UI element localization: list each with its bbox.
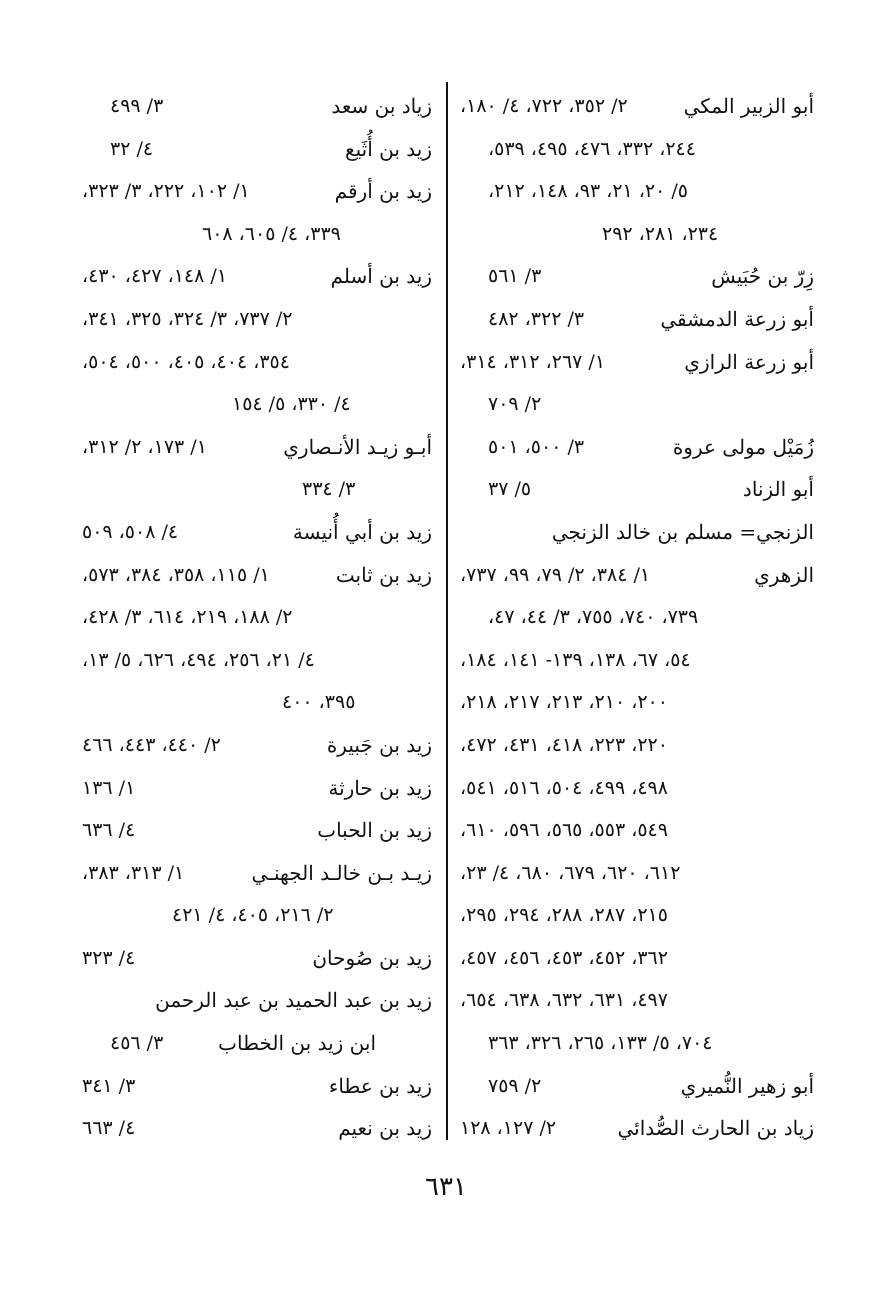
entry-refs: ٤/ ٣٢ <box>110 137 154 160</box>
index-entry-continuation <box>82 341 432 384</box>
entry-name: زِرّ بن حُبَيش <box>711 264 814 289</box>
entry-refs: ٢/ ٧٠٩ <box>488 393 542 416</box>
entry-refs: ٣/ ٥٦١ <box>488 265 542 288</box>
entry-refs: ١/ ٣١٣، ٣٨٣، <box>82 861 185 884</box>
entry-refs: ٣٩٥، ٤٠٠ <box>282 691 356 714</box>
entry-refs: ٢/ ٧٣٧، ٣/ ٣٢٤، ٣٢٥، ٣٤١، <box>82 307 293 330</box>
index-entry <box>460 1107 814 1150</box>
entry-name: زيد بن ثابت <box>335 562 432 587</box>
entry-refs: ٢/ ١٨٨، ٢١٩، ٦١٤، ٣/ ٤٢٨، <box>82 606 293 629</box>
entry-refs: ٣٥٤، ٤٠٤، ٤٠٥، ٥٠٠، ٥٠٤، <box>82 350 290 373</box>
entry-name: زيد بن نعيم <box>338 1116 432 1141</box>
entry-refs: ٢١٥، ٢٨٧، ٢٨٨، ٢٩٤، ٢٩٥، <box>460 904 668 927</box>
entry-refs: ٢٢٠، ٢٢٣، ٤١٨، ٤٣١، ٤٧٢، <box>460 733 668 756</box>
entry-refs: ٤٩٧، ٦٣١، ٦٣٢، ٦٣٨، ٦٥٤، <box>460 989 668 1012</box>
index-entry <box>460 468 814 511</box>
entry-refs: ٤٩٨، ٤٩٩، ٥٠٤، ٥١٦، ٥٤١، <box>460 776 668 799</box>
index-column-right <box>460 85 814 1150</box>
entry-name: زيد بن صُوحان <box>312 945 432 970</box>
entry-refs: ٥/ ٣٧ <box>488 478 532 501</box>
column-divider <box>446 82 448 1140</box>
entry-refs: ١/ ١٠٢، ٢٢٢، ٣/ ٣٢٣، <box>82 180 250 203</box>
entry-name: أبو الزناد <box>742 477 814 502</box>
entry-name: زياد بن سعد <box>331 94 432 118</box>
entry-refs: ١/ ٣٨٤، ٢/ ٧٩، ٩٩، ٧٣٧، <box>460 563 651 586</box>
entry-refs: ٣/ ٣٣٤ <box>302 478 356 501</box>
entry-name: أبو الزبير المكي <box>683 94 814 118</box>
entry-refs: ١/ ٢٦٧، ٣١٢، ٣١٤، <box>460 350 606 373</box>
index-entry-continuation <box>82 468 432 511</box>
index-entry <box>82 170 432 213</box>
index-entry-continuation <box>460 852 814 895</box>
entry-refs: ٣٦٢، ٤٥٢، ٤٥٣، ٤٥٦، ٤٥٧، <box>460 946 668 969</box>
index-entry-continuation <box>460 809 814 852</box>
entry-refs: ١/ ١١٥، ٣٥٨، ٣٨٤، ٥٧٣، <box>82 563 270 586</box>
index-entry-continuation <box>82 681 432 724</box>
entry-refs: ٢٠٠، ٢١٠، ٢١٣، ٢١٧، ٢١٨، <box>460 691 668 714</box>
entry-refs: ٥/ ٢٠، ٢١، ٩٣، ١٤٨، ٢١٢، <box>488 180 689 203</box>
entry-name: زيد بن أسلم <box>330 264 432 289</box>
entry-refs: ٦١٢، ٦٢٠، ٦٧٩، ٦٨٠، ٤/ ٢٣، <box>460 861 681 884</box>
index-entry-continuation <box>460 128 814 171</box>
index-entry <box>460 554 814 597</box>
index-entry-heading <box>82 979 432 1022</box>
index-entry <box>82 724 432 767</box>
index-entry <box>82 1022 432 1065</box>
entry-refs: ٢/ ١٢٧، ١٢٨ <box>460 1117 557 1140</box>
index-entry-continuation <box>82 596 432 639</box>
entry-name: زيد بن عطاء <box>328 1073 432 1098</box>
entry-refs: ٣/ ٤٥٦ <box>110 1032 164 1055</box>
entry-refs: ٢/ ٧٥٩ <box>488 1074 542 1097</box>
index-entry <box>460 85 814 128</box>
page-number: ٦٣١ <box>425 1172 467 1202</box>
index-column-left <box>82 85 432 1150</box>
index-entry <box>82 255 432 298</box>
entry-refs: ٥٤٩، ٥٥٣، ٥٦٥، ٥٩٦، ٦١٠، <box>460 819 668 842</box>
entry-name: أبـو زيـد الأنـصاري <box>283 434 432 459</box>
index-entry <box>460 255 814 298</box>
entry-name: الزهري <box>754 562 814 587</box>
entry-name: زيد بن عبد الحميد بن عبد الرحمن <box>155 988 432 1013</box>
index-entry <box>460 1065 814 1108</box>
entry-name: زُمَيْل مولى عروة <box>672 434 814 459</box>
entry-name: الزنجي= مسلم بن خالد الزنجي <box>551 519 814 544</box>
entry-refs: ٣/ ٣٢٢، ٤٨٢ <box>488 307 585 330</box>
index-entry <box>82 852 432 895</box>
entry-refs: ٣/ ٣٤١ <box>82 1074 136 1097</box>
index-entry-continuation <box>460 894 814 937</box>
index-entry <box>82 1065 432 1108</box>
index-entry-continuation <box>82 213 432 256</box>
index-entry <box>82 511 432 554</box>
entry-name: زيد بن جَبيرة <box>326 732 432 757</box>
entry-refs: ٤/ ٣٣٠، ٥/ ١٥٤ <box>232 393 351 416</box>
index-entry <box>82 937 432 980</box>
index-entry-continuation <box>82 383 432 426</box>
entry-refs: ٢/ ٢١٦، ٤٠٥، ٤/ ٤٢١ <box>172 904 334 927</box>
entry-refs: ٧٠٤، ٥/ ١٣٣، ٢٦٥، ٣٢٦، ٣٦٣ <box>488 1032 713 1055</box>
entry-refs: ٥٤، ٦٧، ١٣٨، ١٣٩- ١٤١، ١٨٤، <box>460 648 691 671</box>
index-entry-continuation <box>460 213 814 256</box>
index-entry <box>460 298 814 341</box>
index-entry-continuation <box>460 979 814 1022</box>
index-entry-continuation <box>460 937 814 980</box>
entry-name: أبو زرعة الدمشقي <box>660 306 814 331</box>
entry-name: أبو زهير النُّميري <box>680 1073 814 1098</box>
entry-refs: ٣٣٩، ٤/ ٦٠٥، ٦٠٨ <box>202 222 341 245</box>
entry-name: زيد بن حارثة <box>328 775 432 800</box>
index-entry <box>82 809 432 852</box>
index-entry-continuation <box>82 894 432 937</box>
entry-refs: ٢/ ٤٤٠، ٤٤٣، ٤٦٦ <box>82 733 221 756</box>
entry-refs: ١/ ١٧٣، ٢/ ٣١٢، <box>82 435 207 458</box>
index-entry-continuation <box>460 1022 814 1065</box>
index-entry <box>82 554 432 597</box>
index-entry <box>82 426 432 469</box>
index-entry <box>460 426 814 469</box>
entry-name: زيد بن أُثَيع <box>344 136 432 161</box>
entry-refs: ٣/ ٥٠٠، ٥٠١ <box>488 435 585 458</box>
index-entry-continuation <box>460 639 814 682</box>
entry-refs: ٢/ ٣٥٢، ٧٢٢، ٤/ ١٨٠، <box>460 95 628 117</box>
index-entry-continuation <box>460 681 814 724</box>
entry-name: زيد بن أرقم <box>334 179 432 204</box>
entry-name: ابن زيد بن الخطاب <box>218 1031 376 1056</box>
entry-refs: ١/ ١٣٦ <box>82 776 136 799</box>
entry-name: زيد بن الحباب <box>317 818 432 843</box>
index-entry <box>82 128 432 171</box>
index-entry-continuation <box>460 724 814 767</box>
index-entry-continuation <box>460 170 814 213</box>
index-entry-continuation <box>460 383 814 426</box>
entry-refs: ٤/ ٢١، ٢٥٦، ٤٩٤، ٦٢٦، ٥/ ١٣، <box>82 648 315 671</box>
entry-name: زيد بن أبي أُنيسة <box>292 519 432 544</box>
index-entry <box>82 767 432 810</box>
entry-refs: ٢٣٤، ٢٨١، ٢٩٢ <box>602 222 719 245</box>
index-entry-continuation <box>460 767 814 810</box>
entry-refs: ١/ ١٤٨، ٤٢٧، ٤٣٠، <box>82 265 228 288</box>
index-entry-cross-reference <box>460 511 814 554</box>
entry-name: زيـد بـن خالـد الجهنـي <box>251 860 432 885</box>
entry-name: أبو زرعة الرازي <box>684 349 814 374</box>
index-entry <box>82 85 432 128</box>
entry-name: زياد بن الحارث الصُّدائي <box>617 1116 814 1141</box>
entry-refs: ٧٣٩، ٧٤٠، ٧٥٥، ٣/ ٤٤، ٤٧، <box>488 606 699 629</box>
entry-refs: ٤/ ٦٦٣ <box>82 1117 136 1140</box>
index-entry <box>82 1107 432 1150</box>
index-entry-continuation <box>82 639 432 682</box>
index-entry-continuation <box>460 596 814 639</box>
entry-refs: ٤/ ٦٣٦ <box>82 819 136 842</box>
entry-refs: ٢٤٤، ٣٣٢، ٤٧٦، ٤٩٥، ٥٣٩، <box>488 137 696 160</box>
index-entry-continuation <box>82 298 432 341</box>
entry-refs: ٤/ ٥٠٨، ٥٠٩ <box>82 520 179 543</box>
entry-refs: ٣/ ٤٩٩ <box>110 95 164 117</box>
entry-refs: ٤/ ٣٢٣ <box>82 946 136 969</box>
index-entry <box>460 341 814 384</box>
